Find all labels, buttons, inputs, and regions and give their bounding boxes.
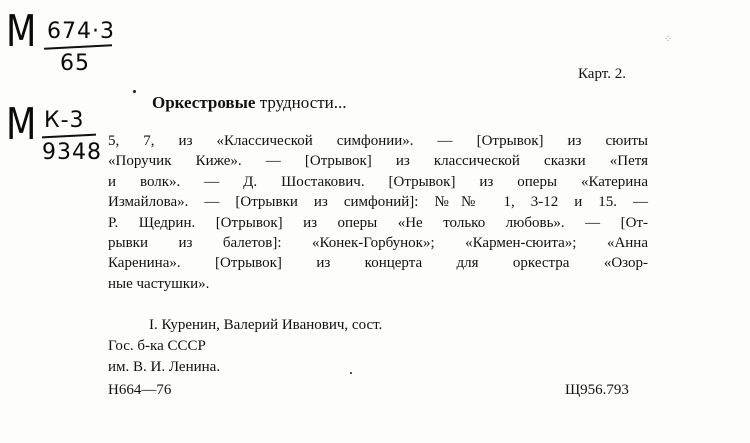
handwritten-fraction-line-top bbox=[44, 44, 112, 50]
body-line: Каренина». [Отрывок] из концерта для оркестра «Озор- bbox=[108, 255, 648, 272]
handwritten-letter-top: М bbox=[6, 6, 38, 57]
body-line: Измайлова». — [Отрывки из симфоний]: №№ 1, 3-12 и 15. — bbox=[108, 194, 648, 211]
ink-speck bbox=[350, 372, 352, 374]
ink-speck bbox=[133, 90, 136, 93]
handwritten-denominator-top: 65 bbox=[60, 51, 90, 76]
title-bold: Оркестровые bbox=[152, 93, 256, 112]
handwritten-numerator-bottom: К-3 bbox=[44, 108, 85, 133]
handwritten-fraction-line-bottom bbox=[42, 134, 96, 139]
library-line-2: им. В. И. Ленина. bbox=[108, 359, 221, 375]
body-description bbox=[108, 131, 648, 294]
body-line: 5, 7, из «Классической симфонии». — [Отрывок] из сюиты bbox=[108, 133, 648, 149]
card-title bbox=[152, 93, 347, 113]
body-line: Р. Щедрин. [Отрывок] из оперы «Не только любовь». — [От- bbox=[108, 214, 648, 231]
title-rest: трудности... bbox=[259, 93, 347, 112]
footer-right-code: Щ956.793 bbox=[565, 382, 629, 398]
handwritten-denominator-bottom: 9348 bbox=[42, 140, 102, 165]
body-line: ные частушки». bbox=[108, 275, 210, 292]
compiler-line: I. Куренин, Валерий Иванович, сост. bbox=[149, 317, 383, 333]
paper-smudge: ⁘ bbox=[664, 34, 673, 45]
body-line: «Поручик Киже». — [Отрывок] из классической сказки «Петя bbox=[108, 153, 648, 170]
body-line: рывки из балетов]: «Конек-Горбунок»; «Кармен-сюита»; «Анна bbox=[108, 235, 648, 252]
body-line: и волк». — Д. Шостакович. [Отрывок] из оперы «Катерина bbox=[108, 173, 648, 190]
handwritten-letter-bottom: М bbox=[6, 99, 38, 150]
card-number: Карт. 2. bbox=[578, 66, 626, 82]
footer-left-code: Н664—76 bbox=[108, 382, 172, 398]
library-line-1: Гос. б-ка СССР bbox=[108, 338, 206, 354]
credits-block bbox=[108, 315, 382, 378]
handwritten-numerator-top: 674·3 bbox=[47, 19, 115, 44]
